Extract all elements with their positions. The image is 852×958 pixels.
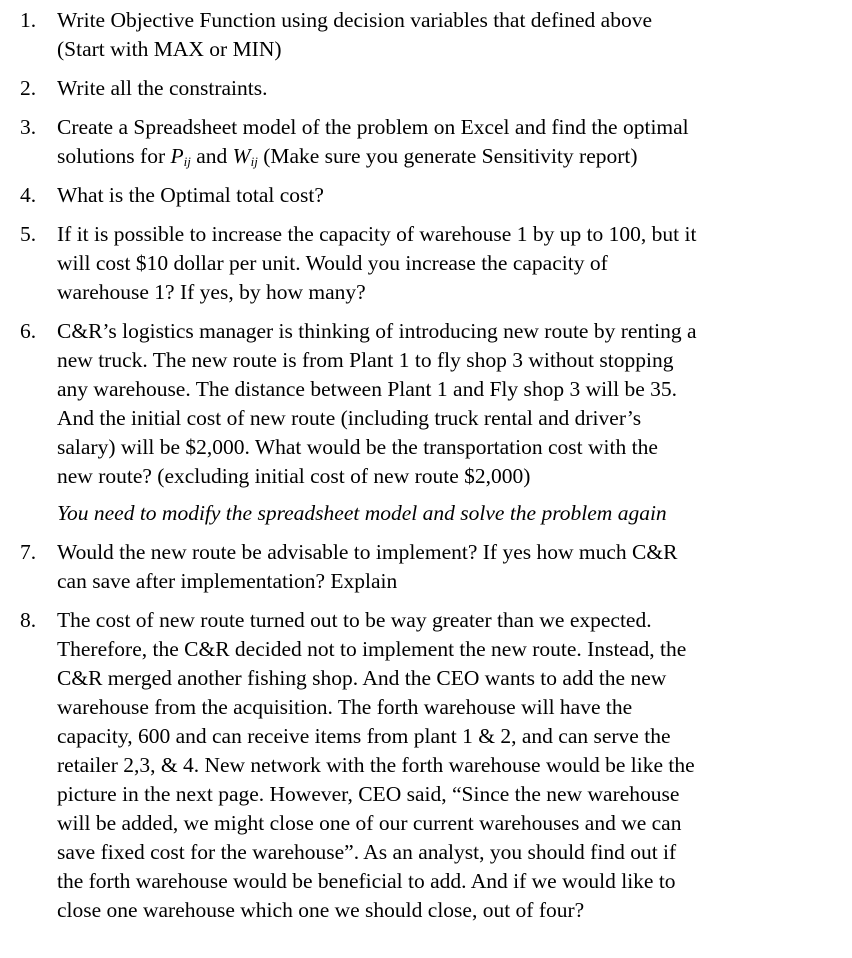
question-item-1 <box>20 6 832 64</box>
text-line: new route? (excluding initial cost of new route $2,000) <box>57 464 531 488</box>
italic-note: You need to modify the spreadsheet model and solve the problem again <box>57 501 667 525</box>
question-item-6 <box>20 317 832 491</box>
question-item-2 <box>20 74 832 103</box>
text-line: Write Objective Function using decision variables that defined above <box>57 8 652 32</box>
text-line: The cost of new route turned out to be way greater than we expected. <box>57 608 652 632</box>
question-item-3 <box>20 113 832 171</box>
item-text <box>57 606 832 925</box>
text-line: (Start with MAX or MIN) <box>57 37 282 61</box>
text-line: salary) will be $2,000. What would be the transportation cost with the <box>57 435 658 459</box>
variable-p-ij <box>170 144 190 168</box>
item-number: 4. <box>20 183 37 207</box>
text-line: close one warehouse which one we should close, out of four? <box>57 898 585 922</box>
variable-letter: W <box>232 144 251 168</box>
variable-w-ij <box>233 144 258 168</box>
variable-subscript: ij <box>250 154 258 169</box>
item-text <box>57 181 832 210</box>
text-line: What is the Optimal total cost? <box>57 183 324 207</box>
text-line: C&R’s logistics manager is thinking of introducing new route by renting a <box>57 319 697 343</box>
item-number: 6. <box>20 319 37 343</box>
text-line: warehouse 1? If yes, by how many? <box>57 280 366 304</box>
item-text <box>57 317 832 491</box>
text-line: Would the new route be advisable to implement? If yes how much C&R <box>57 540 678 564</box>
text-line: will cost $10 dollar per unit. Would you increase the capacity of <box>57 251 608 275</box>
text-segment: solutions for <box>57 144 171 168</box>
text-line: Therefore, the C&R decided not to implement the new route. Instead, the <box>57 637 687 661</box>
question-item-5 <box>20 220 832 307</box>
item-number: 8. <box>20 608 37 632</box>
question-item-8 <box>20 606 832 925</box>
item-text <box>57 113 832 171</box>
item-number: 3. <box>20 115 37 139</box>
text-line: will be added, we might close one of our current warehouses and we can <box>57 811 682 835</box>
item-text <box>57 538 832 596</box>
item-number: 7. <box>20 540 37 564</box>
text-line: capacity, 600 and can receive items from plant 1 & 2, and can serve the <box>57 724 671 748</box>
item-number: 5. <box>20 222 37 246</box>
item-text <box>57 220 832 307</box>
text-line: Create a Spreadsheet model of the problem on Excel and find the optimal <box>57 115 689 139</box>
question-item-4 <box>20 181 832 210</box>
item-number: 2. <box>20 76 37 100</box>
variable-subscript: ij <box>183 154 191 169</box>
text-segment: and <box>190 144 233 168</box>
variable-letter: P <box>170 144 184 168</box>
text-line: warehouse from the acquisition. The forth warehouse will have the <box>57 695 633 719</box>
text-line: new truck. The new route is from Plant 1 to fly shop 3 without stopping <box>57 348 674 372</box>
text-line: Write all the constraints. <box>57 76 268 100</box>
text-line: can save after implementation? Explain <box>57 569 398 593</box>
text-line: save fixed cost for the warehouse”. As an analyst, you should find out if <box>57 840 677 864</box>
text-line: picture in the next page. However, CEO said, “Since the new warehouse <box>57 782 680 806</box>
text-line: retailer 2,3, & 4. New network with the forth warehouse would be like the <box>57 753 695 777</box>
text-line-with-variables <box>57 142 832 171</box>
text-line: any warehouse. The distance between Plant 1 and Fly shop 3 will be 35. <box>57 377 677 401</box>
item-number: 1. <box>20 8 37 32</box>
text-line: the forth warehouse would be beneficial to add. And if we would like to <box>57 869 676 893</box>
question-item-7 <box>20 538 832 596</box>
item-text <box>57 6 832 64</box>
item-text <box>57 74 832 103</box>
text-line: C&R merged another fishing shop. And the CEO wants to add the new <box>57 666 667 690</box>
text-segment: (Make sure you generate Sensitivity report) <box>257 144 638 168</box>
text-line: If it is possible to increase the capacity of warehouse 1 by up to 100, but it <box>57 222 697 246</box>
text-line: And the initial cost of new route (including truck rental and driver’s <box>57 406 642 430</box>
